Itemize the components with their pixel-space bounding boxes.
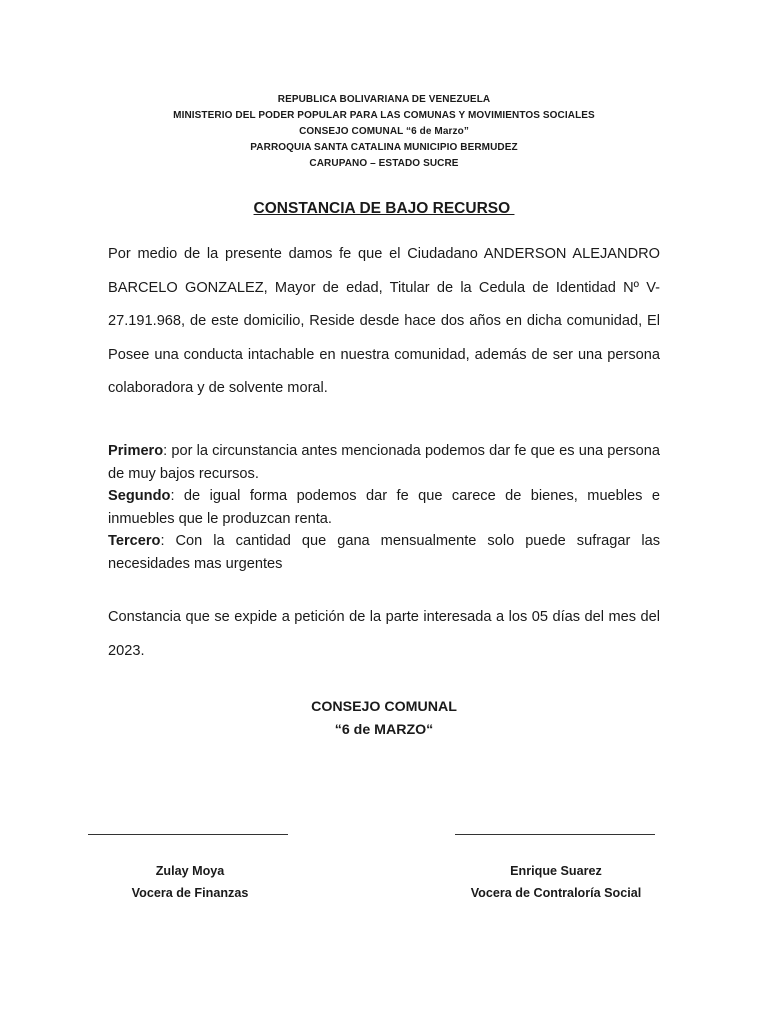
item-label: Tercero [108, 533, 161, 549]
items-list [108, 440, 660, 575]
signer-name: Zulay Moya [155, 864, 225, 878]
item-primero [108, 440, 660, 485]
signer-role: Vocera de Contraloría Social [470, 886, 642, 900]
item-label: Segundo [108, 488, 171, 504]
item-segundo [108, 485, 660, 530]
item-tercero [108, 530, 660, 575]
signature-block-right [436, 860, 676, 904]
item-text: : Con la cantidad que gana mensualmente solo puede sufragar las necesidades mas urgentes [108, 533, 660, 572]
header-line-republic: REPUBLICA BOLIVARIANA DE VENEZUELA [277, 94, 491, 105]
body-paragraph: Por medio de la presente damos fe que el Ciudadano ANDERSON ALEJANDRO BARCELO GONZALEZ, Mayor de edad, Titular de la Cedula de Identidad Nº V-27.191.968, de este domicilio, Reside desde hace dos años en dicha comunidad, El Posee una conducta intachable en nuestra comunidad, además de ser una persona colaboradora y de solvente moral. [108, 246, 660, 396]
council-block [0, 696, 768, 742]
header-line-ministry: MINISTERIO DEL PODER POPULAR PARA LAS COMUNAS Y MOVIMIENTOS SOCIALES [173, 110, 595, 121]
signature-line-right [455, 834, 655, 835]
document-title: CONSTANCIA DE BAJO RECURSO [253, 200, 515, 217]
signer-role: Vocera de Finanzas [131, 886, 249, 900]
signature-block-left [90, 860, 290, 904]
header-line-location: CARUPANO – ESTADO SUCRE [309, 158, 459, 169]
header-line-council: CONSEJO COMUNAL “6 de Marzo” [299, 126, 469, 137]
item-text: : por la circunstancia antes mencionada podemos dar fe que es una persona de muy bajos recursos. [108, 443, 660, 482]
item-label: Primero [108, 443, 164, 459]
signature-line-left [88, 834, 288, 835]
document-header [0, 92, 768, 172]
item-text: : de igual forma podemos dar fe que carece de bienes, muebles e inmuebles que le produzcan renta. [108, 488, 660, 527]
closing-paragraph: Constancia que se expide a petición de la parte interesada a los 05 días del mes del 2023. [108, 609, 660, 659]
header-line-parish: PARROQUIA SANTA CATALINA MUNICIPIO BERMUDEZ [250, 142, 518, 153]
council-subname: “6 de MARZO“ [334, 722, 434, 738]
council-name: CONSEJO COMUNAL [311, 699, 457, 715]
signer-name: Enrique Suarez [510, 864, 602, 878]
